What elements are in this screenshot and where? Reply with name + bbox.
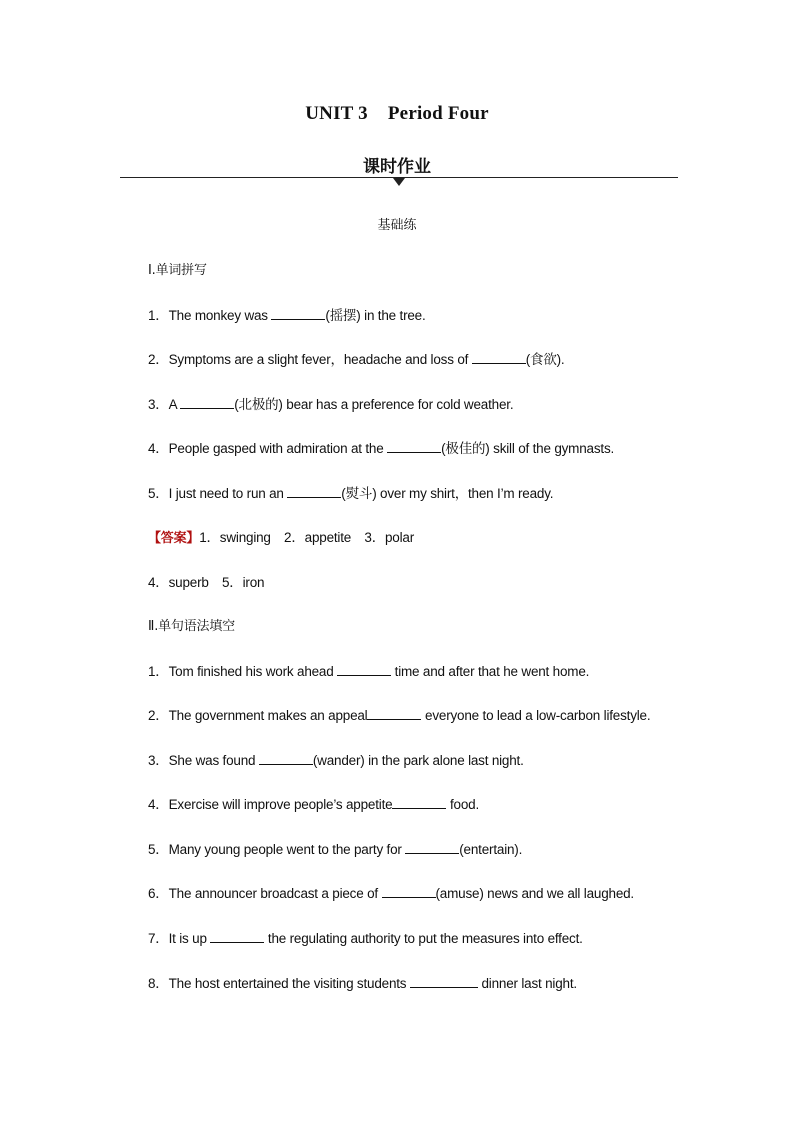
answer-line-1: 【答案】1．swinging 2．appetite 3．polar (148, 530, 415, 546)
page-title (0, 103, 794, 125)
exercise-1-1: 1．The monkey was (摇摆) in the tree. (148, 308, 426, 323)
exercise-2-5: 5．Many young people went to the party for (entertain). (148, 842, 523, 857)
exercise-2-6: 6．The announcer broadcast a piece of (amuse) news and we all laughed. (148, 886, 634, 901)
exercise-1-2: 2．Symptoms are a slight fever，headache and loss of (食欲). (148, 352, 565, 367)
answer-blank[interactable] (472, 351, 526, 364)
level-heading: 基础练 (377, 218, 417, 233)
period-label: Period Four (387, 103, 489, 124)
answer-blank[interactable] (405, 841, 459, 854)
unit-label: UNIT 3 (305, 103, 368, 124)
section-2-title: Ⅱ.单句语法填空 (148, 619, 235, 634)
exercise-2-2: 2．The government makes an appeal everyone to lead a low-carbon lifestyle. (148, 708, 651, 723)
answer-blank[interactable] (210, 930, 264, 943)
exercise-1-3: 3．A (北极的) bear has a preference for cold weather. (148, 397, 514, 412)
answer-line-2: 4．superb 5．iron (148, 575, 265, 590)
exercise-2-1: 1．Tom finished his work ahead time and after that he went home. (148, 664, 590, 679)
answer-blank[interactable] (410, 975, 478, 988)
answer-blank[interactable] (382, 885, 436, 898)
exercise-1-4: 4．People gasped with admiration at the (极佳的) skill of the gymnasts. (148, 441, 615, 456)
section-1-title: Ⅰ.单词拼写 (148, 263, 207, 278)
exercise-2-3: 3．She was found (wander) in the park alone last night. (148, 753, 524, 768)
triangle-marker-icon (393, 178, 405, 186)
answer-blank[interactable] (337, 663, 391, 676)
exercise-2-7: 7．It is up the regulating authority to put the measures into effect. (148, 931, 583, 946)
answer-blank[interactable] (259, 752, 313, 765)
exercise-2-8: 8．The host entertained the visiting students dinner last night. (148, 976, 577, 991)
answer-blank[interactable] (180, 396, 234, 409)
exercise-2-4: 4．Exercise will improve people’s appetite food. (148, 797, 480, 812)
answer-label: 【答案】 (148, 531, 200, 546)
exercise-1-5: 5．I just need to run an (熨斗) over my shirt，then I’m ready. (148, 486, 554, 501)
answer-blank[interactable] (271, 307, 325, 320)
answer-blank[interactable] (367, 707, 421, 720)
answer-blank[interactable] (387, 440, 441, 453)
answer-blank[interactable] (287, 485, 341, 498)
subtitle: 课时作业 (363, 157, 431, 177)
answer-blank[interactable] (392, 796, 446, 809)
